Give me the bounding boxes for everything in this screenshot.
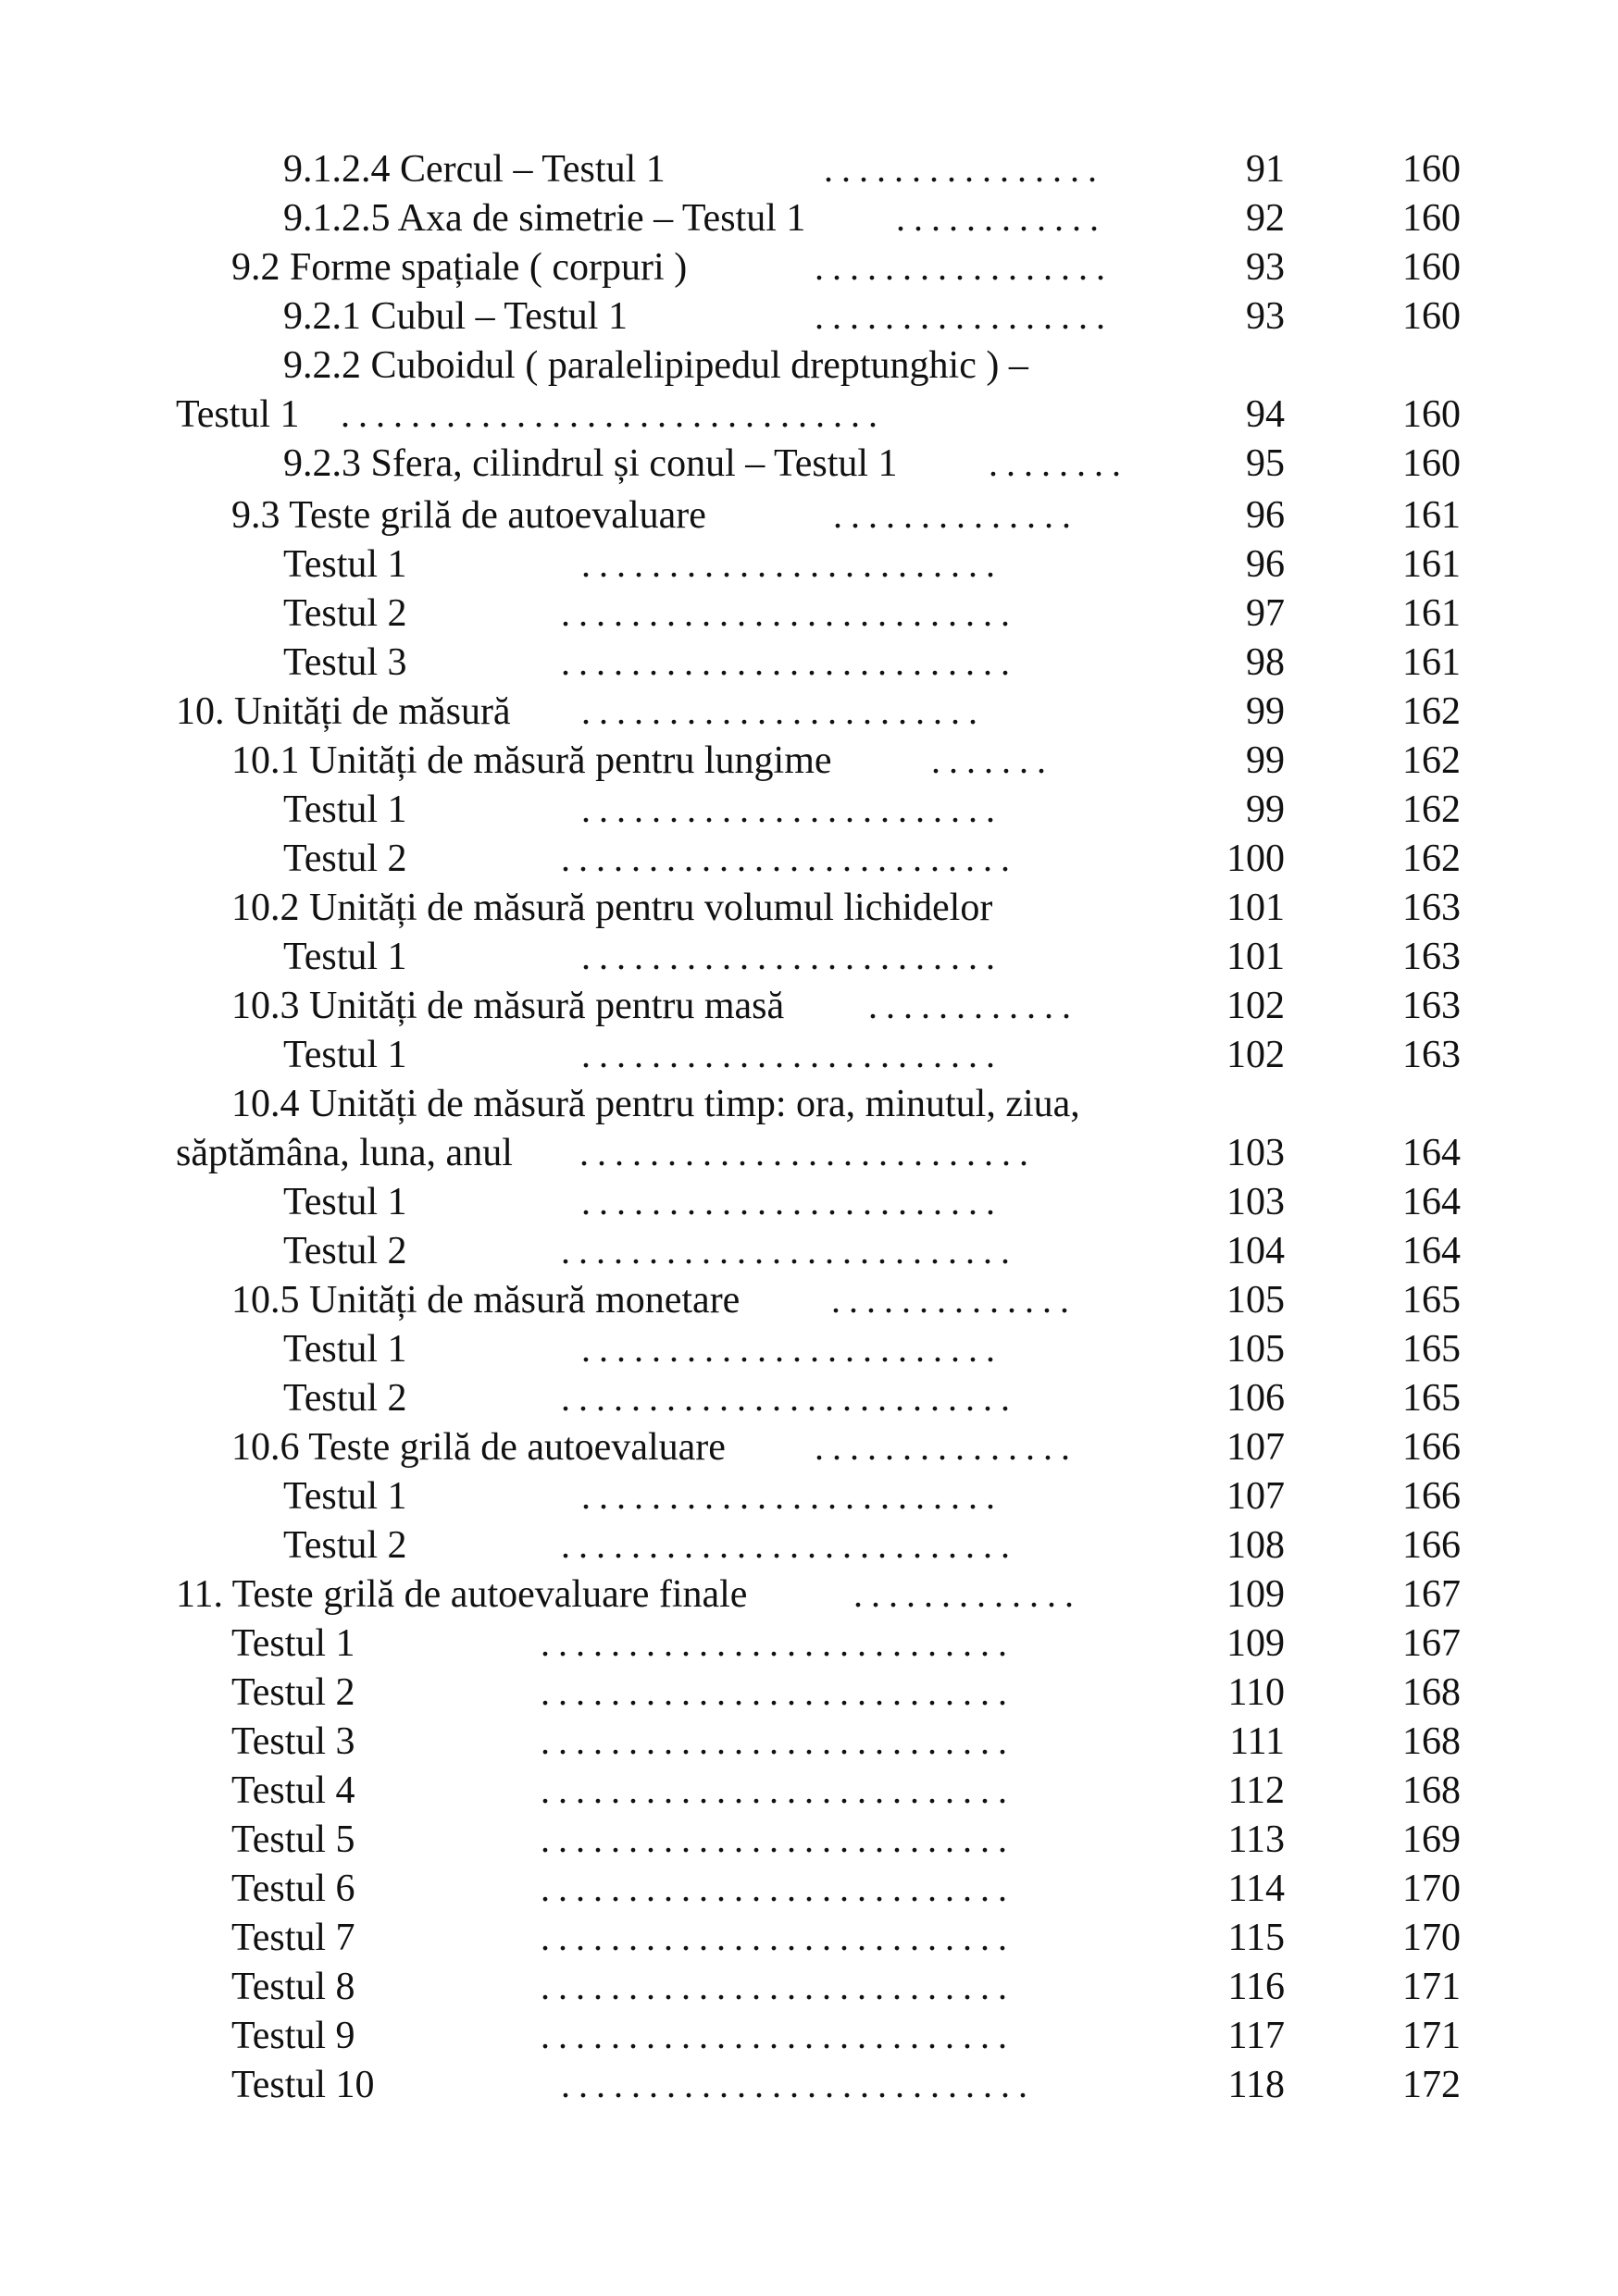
page-number: 110 <box>1227 1671 1285 1714</box>
toc-entry <box>0 1471 1618 1521</box>
toc-entry <box>0 1177 1618 1227</box>
leader-dots: ........................ <box>581 543 1003 585</box>
entry-title: Testul 6 <box>231 1868 355 1910</box>
entry-title: Testul 2 <box>283 1230 407 1272</box>
answer-page-number: 160 <box>1402 246 1461 289</box>
page-number: 105 <box>1226 1279 1285 1322</box>
answer-page-number: 161 <box>1402 494 1461 537</box>
toc-entry <box>0 2011 1618 2061</box>
answer-page-number: 160 <box>1402 393 1461 436</box>
leader-dots: ................. <box>815 295 1114 337</box>
page-number: 113 <box>1227 1818 1285 1861</box>
page-number: 109 <box>1226 1622 1285 1665</box>
entry-title: Testul 7 <box>231 1917 355 1959</box>
page-number: 101 <box>1226 887 1285 929</box>
leader-dots: .......................... <box>561 592 1018 634</box>
page-number: 91 <box>1246 148 1285 191</box>
entry-title: Testul 2 <box>283 1524 407 1567</box>
entry-title: Testul 3 <box>283 641 407 684</box>
page-number: 109 <box>1226 1573 1285 1616</box>
page-number: 102 <box>1226 1034 1285 1076</box>
answer-page-number: 160 <box>1402 197 1461 240</box>
entry-title: 9.1.2.4 Cercul – Testul 1 <box>283 148 666 191</box>
answer-page-number: 162 <box>1402 690 1461 733</box>
entry-title: Testul 2 <box>283 1377 407 1420</box>
leader-dots: ........................ <box>581 788 1003 830</box>
entry-title: 9.2.1 Cubul – Testul 1 <box>283 295 628 338</box>
leader-dots: .......................... <box>561 1524 1018 1566</box>
toc-entry <box>0 1717 1618 1767</box>
toc-entry <box>0 1128 1618 1178</box>
toc-entry <box>0 1275 1618 1325</box>
entry-title: Testul 1 <box>176 393 300 436</box>
entry-title: Testul 1 <box>283 543 407 586</box>
page-number: 111 <box>1229 1720 1285 1763</box>
answer-page-number: 160 <box>1402 295 1461 338</box>
page-number: 107 <box>1226 1426 1285 1469</box>
toc-entry <box>0 1962 1618 2012</box>
entry-title: 10.1 Unități de măsură pentru lungime <box>231 739 832 782</box>
leader-dots: ........................... <box>541 1671 1015 1713</box>
page-number: 101 <box>1226 936 1285 978</box>
toc-entry <box>0 1520 1618 1570</box>
page-number: 104 <box>1226 1230 1285 1272</box>
toc-entry <box>0 834 1618 884</box>
entry-title: Testul 2 <box>283 838 407 880</box>
leader-dots: .......................... <box>579 1132 1037 1173</box>
entry-title: Testul 2 <box>231 1671 355 1714</box>
leader-dots: ........................... <box>541 2015 1015 2056</box>
page-number: 103 <box>1226 1181 1285 1223</box>
page-number: 99 <box>1246 739 1285 782</box>
entry-title: Testul 5 <box>231 1818 355 1861</box>
toc-entry <box>0 2060 1618 2110</box>
toc-entry <box>0 193 1618 243</box>
answer-page-number: 165 <box>1402 1328 1461 1371</box>
entry-title: 9.2 Forme spațiale ( corpuri ) <box>231 246 688 289</box>
leader-dots: ........................ <box>581 936 1003 977</box>
toc-entry <box>0 1570 1618 1620</box>
entry-title: Testul 4 <box>231 1769 355 1812</box>
answer-page-number: 168 <box>1402 1720 1461 1763</box>
toc-entry <box>0 390 1618 440</box>
answer-page-number: 160 <box>1402 148 1461 191</box>
page-number: 115 <box>1227 1917 1285 1959</box>
entry-title: 9.1.2.5 Axa de simetrie – Testul 1 <box>283 197 806 240</box>
entry-title: 10.2 Unități de măsură pentru volumul lichidelor <box>231 887 993 929</box>
leader-dots: ................. <box>815 246 1114 288</box>
entry-title: Testul 1 <box>283 1181 407 1223</box>
toc-entry <box>0 981 1618 1031</box>
leader-dots: ....................... <box>581 690 986 732</box>
page-number: 92 <box>1246 197 1285 240</box>
leader-dots: ............ <box>896 197 1107 239</box>
toc-entry <box>0 638 1618 688</box>
answer-page-number: 169 <box>1402 1818 1461 1861</box>
page-number: 103 <box>1226 1132 1285 1174</box>
entry-title: Testul 1 <box>283 1328 407 1371</box>
toc-entry <box>0 1030 1618 1080</box>
leader-dots: ........ <box>989 442 1129 484</box>
entry-title: 10. Unități de măsură <box>176 690 511 733</box>
leader-dots: ........................ <box>581 1034 1003 1075</box>
entry-title: săptămâna, luna, anul <box>176 1132 513 1174</box>
leader-dots: ............................... <box>341 393 886 435</box>
entry-title: Testul 10 <box>231 2064 375 2106</box>
answer-page-number: 166 <box>1402 1426 1461 1469</box>
toc-entry <box>0 1864 1618 1914</box>
answer-page-number: 164 <box>1402 1132 1461 1174</box>
leader-dots: ........................... <box>541 1917 1015 1958</box>
leader-dots: ........................... <box>541 1622 1015 1664</box>
page-number: 98 <box>1246 641 1285 684</box>
leader-dots: ................ <box>824 148 1105 190</box>
toc-entry <box>0 1913 1618 1963</box>
page-number: 106 <box>1226 1377 1285 1420</box>
toc-entry <box>0 439 1618 489</box>
entry-title: Testul 8 <box>231 1966 355 2008</box>
toc-entry <box>0 1079 1618 1129</box>
leader-dots: .......................... <box>561 838 1018 879</box>
leader-dots: ........................... <box>541 1720 1015 1762</box>
entry-title: 10.3 Unități de măsură pentru masă <box>231 985 785 1027</box>
toc-entry <box>0 341 1618 391</box>
page-number: 93 <box>1246 246 1285 289</box>
page-number: 116 <box>1227 1966 1285 2008</box>
toc-entry <box>0 589 1618 639</box>
page-number: 102 <box>1226 985 1285 1027</box>
toc-entry <box>0 144 1618 194</box>
entry-title: Testul 2 <box>283 592 407 635</box>
answer-page-number: 170 <box>1402 1917 1461 1959</box>
toc-entry <box>0 1373 1618 1423</box>
leader-dots: ........................ <box>581 1475 1003 1517</box>
leader-dots: ........................... <box>541 1966 1015 2007</box>
toc-entry <box>0 1619 1618 1669</box>
page-number: 93 <box>1246 295 1285 338</box>
leader-dots: .......................... <box>561 1377 1018 1419</box>
page-number: 107 <box>1226 1475 1285 1518</box>
leader-dots: .......................... <box>561 641 1018 683</box>
toc-entry <box>0 932 1618 982</box>
answer-page-number: 163 <box>1402 985 1461 1027</box>
toc-entry <box>0 1226 1618 1276</box>
toc-entry <box>0 1668 1618 1718</box>
page-number: 118 <box>1227 2064 1285 2106</box>
answer-page-number: 166 <box>1402 1524 1461 1567</box>
entry-title: Testul 1 <box>231 1622 355 1665</box>
entry-title: Testul 1 <box>283 1034 407 1076</box>
page-number: 108 <box>1226 1524 1285 1567</box>
leader-dots: ........................ <box>581 1328 1003 1370</box>
entry-title: 10.5 Unități de măsură monetare <box>231 1279 741 1322</box>
page-number: 100 <box>1226 838 1285 880</box>
entry-title: 9.2.2 Cuboidul ( paralelipipedul dreptunghic ) – <box>283 344 1028 387</box>
answer-page-number: 168 <box>1402 1671 1461 1714</box>
toc-entry <box>0 490 1618 540</box>
leader-dots: ............. <box>853 1573 1082 1615</box>
leader-dots: ....... <box>931 739 1054 781</box>
leader-dots: ........................... <box>541 1818 1015 1860</box>
entry-title: 10.6 Teste grilă de autoevaluare <box>231 1426 726 1469</box>
leader-dots: ........................... <box>541 1769 1015 1811</box>
toc-entry <box>0 1766 1618 1816</box>
toc-entry <box>0 242 1618 292</box>
leader-dots: ........................... <box>561 2064 1036 2105</box>
answer-page-number: 164 <box>1402 1181 1461 1223</box>
answer-page-number: 163 <box>1402 887 1461 929</box>
page-number: 112 <box>1227 1769 1285 1812</box>
toc-entry <box>0 1815 1618 1865</box>
answer-page-number: 163 <box>1402 1034 1461 1076</box>
answer-page-number: 167 <box>1402 1573 1461 1616</box>
leader-dots: .............. <box>831 1279 1077 1321</box>
page-number: 97 <box>1246 592 1285 635</box>
answer-page-number: 161 <box>1402 592 1461 635</box>
answer-page-number: 167 <box>1402 1622 1461 1665</box>
leader-dots: .......................... <box>561 1230 1018 1272</box>
answer-page-number: 162 <box>1402 788 1461 831</box>
page-number: 99 <box>1246 788 1285 831</box>
entry-title: Testul 1 <box>283 1475 407 1518</box>
answer-page-number: 161 <box>1402 641 1461 684</box>
answer-page-number: 165 <box>1402 1279 1461 1322</box>
answer-page-number: 168 <box>1402 1769 1461 1812</box>
page-number: 105 <box>1226 1328 1285 1371</box>
page-number: 96 <box>1246 494 1285 537</box>
answer-page-number: 164 <box>1402 1230 1461 1272</box>
answer-page-number: 170 <box>1402 1868 1461 1910</box>
answer-page-number: 160 <box>1402 442 1461 485</box>
entry-title: Testul 1 <box>283 788 407 831</box>
toc-entry <box>0 1422 1618 1472</box>
leader-dots: ............... <box>815 1426 1078 1468</box>
answer-page-number: 162 <box>1402 838 1461 880</box>
toc-entry <box>0 1324 1618 1374</box>
entry-title: Testul 9 <box>231 2015 355 2057</box>
leader-dots: .............. <box>833 494 1079 536</box>
entry-title: Testul 1 <box>283 936 407 978</box>
entry-title: Testul 3 <box>231 1720 355 1763</box>
answer-page-number: 162 <box>1402 739 1461 782</box>
toc-entry <box>0 540 1618 590</box>
entry-title: 10.4 Unități de măsură pentru timp: ora, minutul, ziua, <box>231 1083 1080 1125</box>
page-number: 99 <box>1246 690 1285 733</box>
leader-dots: ........................... <box>541 1868 1015 1909</box>
answer-page-number: 165 <box>1402 1377 1461 1420</box>
entry-title: 9.3 Teste grilă de autoevaluare <box>231 494 706 537</box>
entry-title: 9.2.3 Sfera, cilindrul și conul – Testul 1 <box>283 442 898 485</box>
answer-page-number: 171 <box>1402 2015 1461 2057</box>
page-number: 96 <box>1246 543 1285 586</box>
toc-entry <box>0 687 1618 737</box>
answer-page-number: 166 <box>1402 1475 1461 1518</box>
leader-dots: ........................ <box>581 1181 1003 1222</box>
toc-entry <box>0 785 1618 835</box>
toc-entry <box>0 292 1618 341</box>
page-number: 95 <box>1246 442 1285 485</box>
toc-entry <box>0 883 1618 933</box>
page-number: 94 <box>1246 393 1285 436</box>
answer-page-number: 161 <box>1402 543 1461 586</box>
page-number: 114 <box>1227 1868 1285 1910</box>
leader-dots: ............ <box>868 985 1079 1026</box>
answer-page-number: 163 <box>1402 936 1461 978</box>
answer-page-number: 172 <box>1402 2064 1461 2106</box>
toc-entry <box>0 736 1618 786</box>
answer-page-number: 171 <box>1402 1966 1461 2008</box>
page-number: 117 <box>1227 2015 1285 2057</box>
entry-title: 11. Teste grilă de autoevaluare finale <box>176 1573 748 1616</box>
